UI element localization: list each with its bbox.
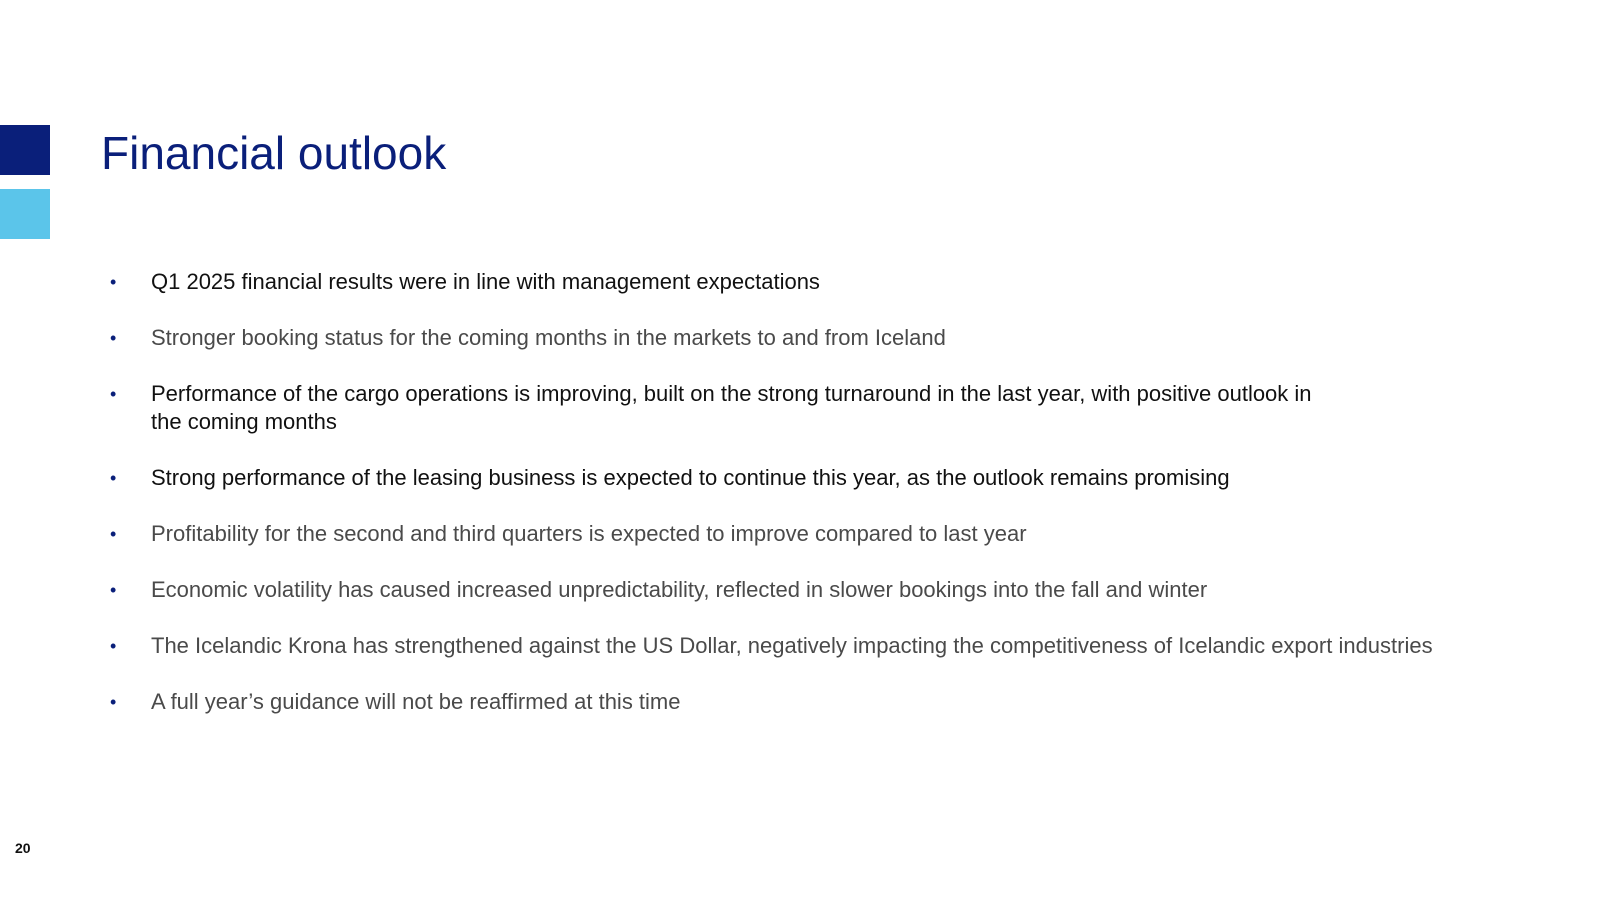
bullet-text: Economic volatility has caused increased unpredictability, reflected in slower bookings into the fall and winter <box>151 577 1208 602</box>
bullet-dot-icon: • <box>110 692 117 712</box>
bullet-item <box>110 324 1440 352</box>
bullet-item <box>110 520 1440 548</box>
bullet-dot-icon: • <box>110 328 117 348</box>
bullet-text: A full year’s guidance will not be reaffirmed at this time <box>151 689 681 714</box>
bullet-item <box>110 632 1440 660</box>
bullet-text: Stronger booking status for the coming months in the markets to and from Iceland <box>151 325 946 350</box>
bullet-list <box>110 268 1440 744</box>
page-title: Financial outlook <box>101 127 447 179</box>
accent-block-light <box>0 189 50 239</box>
bullet-dot-icon: • <box>110 636 117 656</box>
bullet-text: Performance of the cargo operations is improving, built on the strong turnaround in the last year, with positive outlook in the coming months <box>151 381 1312 434</box>
bullet-dot-icon: • <box>110 272 117 292</box>
bullet-dot-icon: • <box>110 524 117 544</box>
bullet-item <box>110 688 1440 716</box>
bullet-text: Q1 2025 financial results were in line with management expectations <box>151 269 820 294</box>
bullet-item <box>110 380 1440 436</box>
bullet-item <box>110 268 1440 296</box>
bullet-text: Strong performance of the leasing business is expected to continue this year, as the outlook remains promising <box>151 465 1230 490</box>
bullet-dot-icon: • <box>110 384 117 404</box>
bullet-dot-icon: • <box>110 580 117 600</box>
page-number: 20 <box>15 840 31 856</box>
bullet-item <box>110 464 1440 492</box>
bullet-item <box>110 576 1440 604</box>
bullet-text: Profitability for the second and third quarters is expected to improve compared to last year <box>151 521 1027 546</box>
bullet-dot-icon: • <box>110 468 117 488</box>
bullet-text: The Icelandic Krona has strengthened against the US Dollar, negatively impacting the competitiveness of Icelandic export industries <box>151 633 1433 658</box>
accent-block-dark <box>0 125 50 175</box>
